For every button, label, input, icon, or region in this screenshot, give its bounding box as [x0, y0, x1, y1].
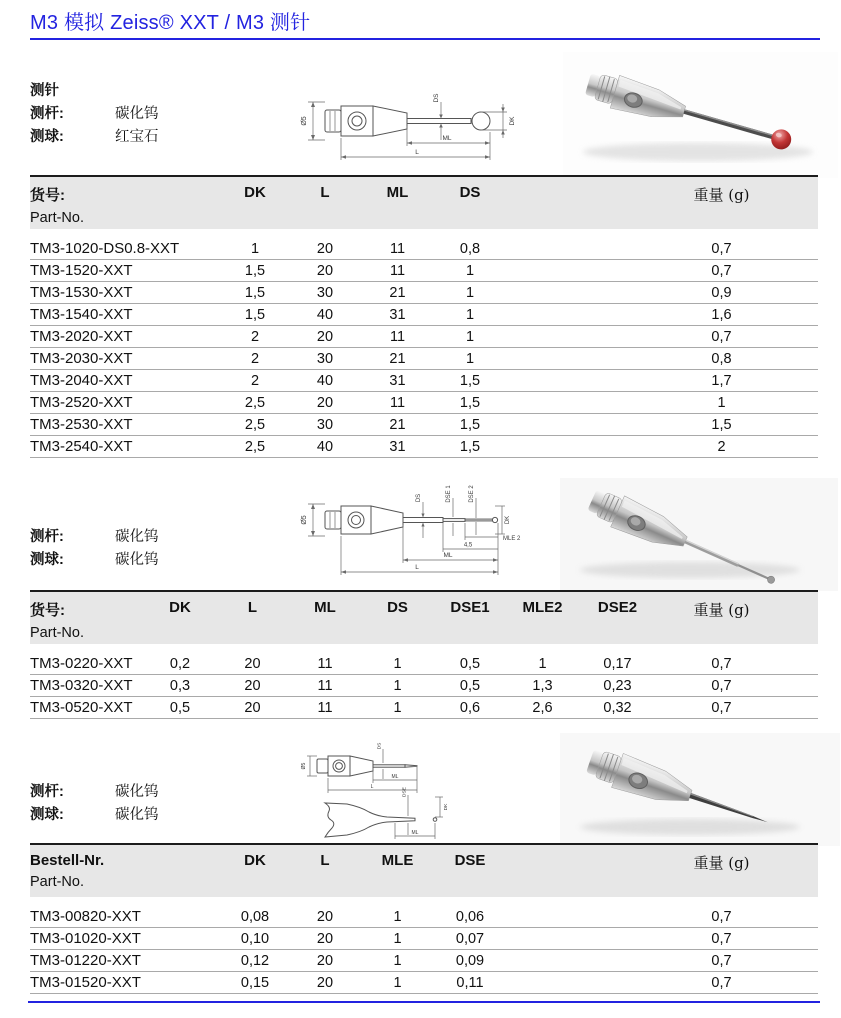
- table-row: [30, 675, 818, 697]
- column-header: L: [320, 184, 330, 201]
- cell-value: 0,07: [455, 930, 485, 947]
- cell-value: 1,6: [711, 306, 732, 323]
- cell-value: 40: [316, 438, 334, 455]
- svg-text:DSE 2: DSE 2: [469, 485, 475, 503]
- cell-value: 0,08: [240, 908, 270, 925]
- spec-label: 测杆:: [30, 106, 64, 122]
- spec-row: [30, 779, 159, 802]
- column-header: DS: [459, 184, 481, 201]
- spec-label: 测杆:: [30, 529, 64, 545]
- cell-value: 30: [316, 284, 334, 301]
- part-number: TM3-1020-DS0.8-XXT: [30, 240, 180, 257]
- cell-value: 2: [250, 328, 260, 345]
- product-table-1: [30, 175, 818, 458]
- cell-value: 1: [465, 306, 475, 323]
- cell-value: 0,7: [711, 240, 732, 257]
- table-body: [30, 906, 818, 994]
- part-number: TM3-2530-XXT: [30, 416, 133, 433]
- table-row: [30, 697, 818, 719]
- table-row: [30, 436, 818, 458]
- cell-value: 0,7: [711, 262, 732, 279]
- svg-text:Ø5: Ø5: [301, 762, 307, 770]
- micro-needle-stylus-photo: [560, 733, 840, 851]
- cell-value: 11: [389, 328, 406, 345]
- spec-row: [30, 802, 159, 825]
- cell-value: 20: [316, 952, 334, 969]
- cell-value: 1: [465, 284, 475, 301]
- cell-value: 30: [316, 350, 334, 367]
- part-number: TM3-2030-XXT: [30, 350, 133, 367]
- cell-value: 1,5: [459, 394, 481, 411]
- cell-value: 0,7: [711, 655, 732, 672]
- part-number: TM3-1540-XXT: [30, 306, 133, 323]
- svg-text:DS: DS: [377, 742, 383, 750]
- table-row: [30, 950, 818, 972]
- cell-value: 0,7: [711, 952, 732, 969]
- spec-row: [30, 124, 159, 147]
- cell-value: 21: [389, 416, 406, 433]
- part-number: TM3-0320-XXT: [30, 677, 133, 694]
- cell-value: 2,6: [532, 699, 553, 716]
- svg-text:ML: ML: [442, 135, 452, 142]
- table-row: [30, 326, 818, 348]
- cell-value: 1,3: [532, 677, 553, 694]
- cell-value: 0,06: [455, 908, 485, 925]
- section2-specs: [30, 524, 159, 570]
- cell-value: 1: [717, 394, 726, 411]
- cell-value: 0,11: [456, 974, 484, 991]
- cell-value: 20: [316, 394, 334, 411]
- title-underline: [30, 38, 820, 40]
- part-number: TM3-1530-XXT: [30, 284, 133, 301]
- carbide-ball-stylus-photo: [560, 478, 838, 596]
- column-header: MLE2: [522, 599, 563, 616]
- spec-value: 碳化钨: [115, 784, 159, 800]
- cell-value: 0,32: [603, 699, 632, 716]
- spec-row: [30, 78, 159, 101]
- svg-text:Ø5: Ø5: [301, 116, 308, 126]
- cell-value: 11: [317, 655, 333, 672]
- cell-value: 0,12: [240, 952, 270, 969]
- cell-value: 0,8: [459, 240, 481, 257]
- stylus-technical-drawing-3: [295, 735, 495, 850]
- weight-column-header: 重量 (g): [693, 186, 750, 204]
- spec-label: 测球:: [30, 552, 64, 568]
- cell-value: 0,3: [169, 677, 191, 694]
- column-header: DSE1: [450, 599, 490, 616]
- ruby-ball-stylus-photo: [563, 52, 838, 183]
- part-number: TM3-2040-XXT: [30, 372, 133, 389]
- part-number: TM3-2540-XXT: [30, 438, 133, 455]
- cell-value: 20: [316, 262, 334, 279]
- id-column-header: Bestell-Nr. Part-No.: [30, 852, 105, 890]
- cell-value: 0,7: [711, 699, 732, 716]
- spec-label: 测杆:: [30, 784, 64, 800]
- svg-text:ML: ML: [443, 552, 453, 559]
- spec-label: 测针: [30, 83, 59, 99]
- cell-value: 20: [316, 908, 334, 925]
- cell-value: 2: [250, 350, 260, 367]
- weight-column-header: 重量 (g): [693, 854, 750, 872]
- cell-value: 31: [389, 438, 406, 455]
- table-header: [30, 590, 818, 644]
- table-header: [30, 175, 818, 229]
- table-row: [30, 304, 818, 326]
- table-row: [30, 972, 818, 994]
- table-body: [30, 653, 818, 719]
- cell-value: 20: [316, 930, 334, 947]
- svg-text:DSE: DSE: [402, 787, 408, 797]
- cell-value: 1: [393, 930, 402, 947]
- column-header: DS: [387, 599, 408, 616]
- cell-value: 0,5: [459, 677, 481, 694]
- cell-value: 0,7: [711, 908, 732, 925]
- spec-value: 碳化钨: [115, 106, 159, 122]
- spec-row: [30, 101, 159, 124]
- cell-value: 1: [393, 908, 402, 925]
- svg-text:ML: ML: [411, 830, 419, 836]
- cell-value: 1,5: [459, 438, 481, 455]
- column-header: ML: [386, 184, 409, 201]
- product-table-3: [30, 843, 818, 994]
- cell-value: 31: [389, 306, 406, 323]
- svg-text:DK: DK: [505, 515, 511, 525]
- cell-value: 20: [316, 328, 334, 345]
- cell-value: 21: [389, 284, 406, 301]
- cell-value: 1,5: [244, 284, 266, 301]
- svg-text:ML: ML: [391, 774, 399, 780]
- part-number: TM3-0220-XXT: [30, 655, 133, 672]
- cell-value: 1,5: [244, 306, 266, 323]
- cell-value: 2: [717, 438, 726, 455]
- cell-value: 1: [538, 655, 547, 672]
- cell-value: 20: [316, 974, 334, 991]
- cell-value: 11: [317, 699, 333, 716]
- svg-text:DK: DK: [509, 116, 516, 126]
- product-table-2: [30, 590, 818, 719]
- column-header: DK: [169, 599, 191, 616]
- cell-value: 2,5: [244, 438, 266, 455]
- table-header: [30, 843, 818, 897]
- cell-value: 1: [393, 655, 402, 672]
- cell-value: 0,17: [603, 655, 632, 672]
- table-row: [30, 653, 818, 675]
- part-number: TM3-2020-XXT: [30, 328, 133, 345]
- part-number: TM3-01520-XXT: [30, 974, 141, 991]
- cell-value: 21: [389, 350, 406, 367]
- cell-value: 0,7: [711, 930, 732, 947]
- column-header: MLE: [381, 852, 414, 869]
- spec-label: 测球:: [30, 807, 64, 823]
- spec-value: 红宝石: [115, 129, 159, 145]
- svg-text:DS: DS: [416, 493, 422, 503]
- page-bottom-rule: [28, 1001, 820, 1003]
- table-row: [30, 370, 818, 392]
- cell-value: 0,8: [711, 350, 732, 367]
- cell-value: 40: [316, 306, 334, 323]
- svg-text:L: L: [415, 564, 419, 571]
- spec-value: 碳化钨: [115, 529, 159, 545]
- cell-value: 0,15: [240, 974, 270, 991]
- cell-value: 1: [393, 677, 402, 694]
- column-header: L: [247, 599, 258, 616]
- table-row: [30, 260, 818, 282]
- cell-value: 31: [389, 372, 406, 389]
- id-column-header: 货号: Part-No.: [30, 187, 84, 226]
- cell-value: 1,5: [459, 372, 481, 389]
- cell-value: 1: [393, 974, 402, 991]
- column-header: L: [320, 852, 330, 869]
- svg-text:MLE 2: MLE 2: [503, 536, 521, 542]
- part-number: TM3-0520-XXT: [30, 699, 133, 716]
- cell-value: 11: [389, 262, 406, 279]
- column-header: DSE2: [597, 599, 638, 616]
- cell-value: 0,09: [455, 952, 485, 969]
- svg-text:4,5: 4,5: [463, 542, 473, 549]
- spec-row: [30, 547, 159, 570]
- cell-value: 0,9: [711, 284, 732, 301]
- table-row: [30, 928, 818, 950]
- table-row: [30, 238, 818, 260]
- stylus-technical-drawing-2: [295, 480, 555, 590]
- cell-value: 20: [316, 240, 334, 257]
- cell-value: 1,5: [711, 416, 732, 433]
- cell-value: 1: [393, 952, 402, 969]
- part-number: TM3-00820-XXT: [30, 908, 141, 925]
- cell-value: 1: [393, 699, 402, 716]
- cell-value: 1,5: [459, 416, 481, 433]
- part-number: TM3-1520-XXT: [30, 262, 133, 279]
- svg-text:L: L: [415, 149, 419, 156]
- cell-value: 0,7: [711, 974, 732, 991]
- cell-value: 20: [244, 655, 261, 672]
- svg-text:DK: DK: [444, 803, 449, 811]
- part-number: TM3-01020-XXT: [30, 930, 141, 947]
- section1-specs: [30, 78, 159, 147]
- column-header: DK: [244, 184, 266, 201]
- cell-value: 1,5: [244, 262, 266, 279]
- stylus-technical-drawing-1: [295, 80, 545, 175]
- cell-value: 0,5: [459, 655, 481, 672]
- cell-value: 2: [250, 372, 260, 389]
- table-row: [30, 282, 818, 304]
- spec-value: 碳化钨: [115, 807, 159, 823]
- table-body: [30, 238, 818, 458]
- table-row: [30, 906, 818, 928]
- svg-text:L: L: [370, 784, 374, 790]
- cell-value: 20: [244, 677, 261, 694]
- cell-value: 0,10: [240, 930, 270, 947]
- cell-value: 1: [465, 262, 475, 279]
- column-header: DSE: [454, 852, 486, 869]
- part-number: TM3-01220-XXT: [30, 952, 141, 969]
- page-title: M3 模拟 Zeiss® XXT / M3 测针: [30, 12, 311, 34]
- cell-value: 0,7: [711, 677, 732, 694]
- column-header: DK: [244, 852, 266, 869]
- cell-value: 0,23: [603, 677, 632, 694]
- cell-value: 1: [465, 328, 475, 345]
- cell-value: 0,7: [711, 328, 732, 345]
- cell-value: 2,5: [244, 416, 266, 433]
- svg-text:DSE 1: DSE 1: [446, 485, 452, 503]
- cell-value: 0,6: [459, 699, 481, 716]
- table-row: [30, 414, 818, 436]
- column-header: ML: [314, 599, 336, 616]
- id-column-header: 货号: Part-No.: [30, 602, 84, 641]
- cell-value: 11: [389, 240, 406, 257]
- cell-value: 11: [317, 677, 333, 694]
- table-row: [30, 392, 818, 414]
- spec-label: 测球:: [30, 129, 64, 145]
- cell-value: 1: [465, 350, 475, 367]
- cell-value: 1: [250, 240, 260, 257]
- cell-value: 1,7: [711, 372, 732, 389]
- svg-text:DS: DS: [433, 93, 440, 103]
- table-row: [30, 348, 818, 370]
- svg-text:Ø5: Ø5: [301, 515, 308, 525]
- cell-value: 0,2: [169, 655, 191, 672]
- spec-row: [30, 524, 159, 547]
- cell-value: 2,5: [244, 394, 266, 411]
- part-number: TM3-2520-XXT: [30, 394, 133, 411]
- cell-value: 0,5: [169, 699, 191, 716]
- cell-value: 40: [316, 372, 334, 389]
- cell-value: 11: [389, 394, 406, 411]
- spec-value: 碳化钨: [115, 552, 159, 568]
- section3-specs: [30, 779, 159, 825]
- cell-value: 20: [244, 699, 261, 716]
- weight-column-header: 重量 (g): [693, 601, 750, 619]
- cell-value: 30: [316, 416, 334, 433]
